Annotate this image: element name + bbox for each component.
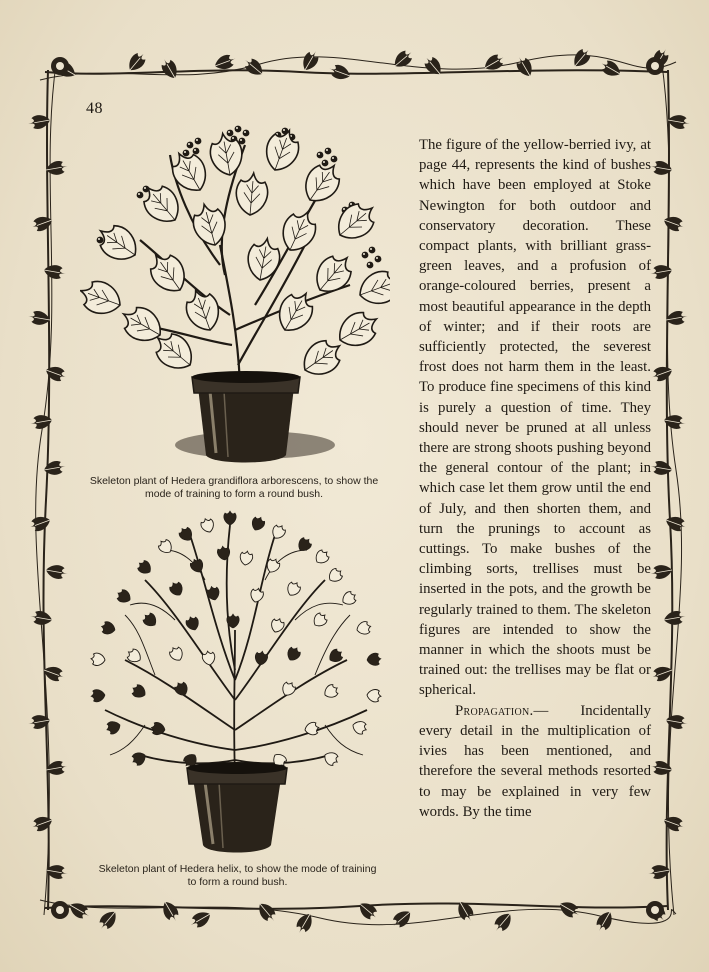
section-heading: Propagation. [455, 702, 534, 719]
figure-caption-1 [74, 475, 394, 501]
page-number: 48 [86, 100, 103, 117]
body-text-column [419, 135, 651, 822]
ivy-skeleton-bush-engraving-icon [85, 510, 385, 860]
caption-line: Skeleton plant of Hedera helix, to show the mode of training [98, 863, 377, 875]
ivy-round-bush-engraving-icon [80, 115, 390, 475]
paragraph-text: — Incidentally every detail in the multiplication of ivies has been mentioned, and therefore the several methods resorted to may be explained in very few words. By the time [419, 702, 651, 820]
figure-caption-2 [80, 863, 395, 889]
caption-line: mode of training to form a round bush. [144, 488, 324, 500]
caption-line: Skeleton plant of Hedera grandiflora arborescens, to show the [89, 475, 379, 487]
body-paragraph [419, 701, 651, 822]
body-paragraph: The figure of the yellow-berried ivy, at page 44, represents the kind of bushes which have been employed at Stoke Newington for both outdoor and conservatory decoration. These compact plants, with brilliant grass-green leaves, and a profusion of orange-coloured berries, present a most beautiful appearance in the depth of winter; and if their roots are sufficiently protected, the severest frost does not harm them in the least. To produce fine specimens of this kind is purely a question of time. They should never be pruned at all unless there are strong shoots pushing beyond the general contour of the plant; in which case let them grow until the end of July, and then shorten them, and turn the prunings to account as cuttings. To make bushes of the climbing sorts, trellises must be inserted in the pots, and the growth be regularly trained to them. The skeleton figures are intended to show the manner in which the shoots must be trained out: the trellises may be flat or spherical. [419, 137, 651, 699]
caption-line: to form a round bush. [187, 876, 288, 888]
